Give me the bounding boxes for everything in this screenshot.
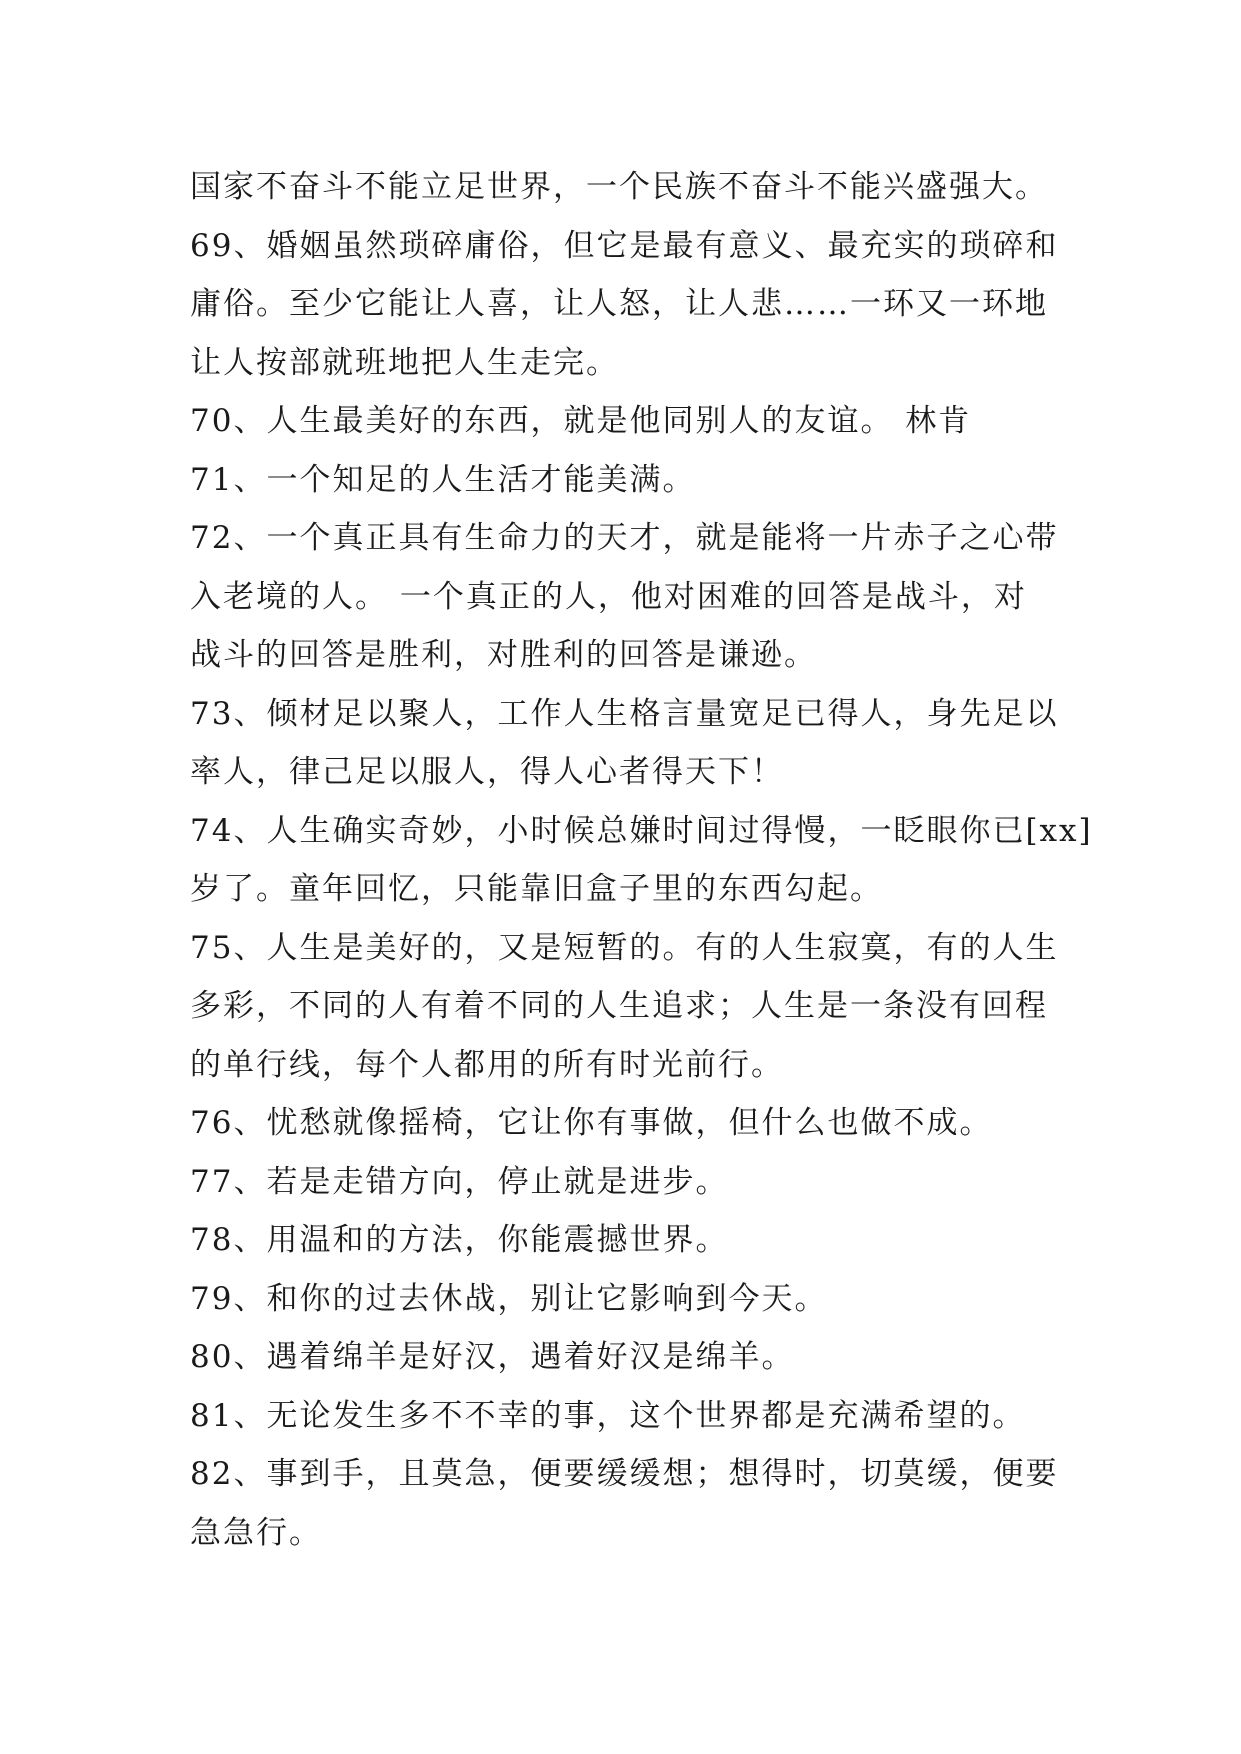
text-line: 78、用温和的方法，你能震撼世界。	[190, 1222, 729, 1258]
text-line: 77、若是走错方向，停止就是进步。	[190, 1163, 729, 1200]
text-line: 80、遇着绵羊是好汉，遇着好汉是绵羊。	[190, 1339, 795, 1375]
text-line: 74、人生确实奇妙，小时候总嫌时间过得慢，一眨眼你已[xx]	[190, 812, 1093, 849]
text-line: 71、一个知足的人生活才能美满。	[190, 461, 696, 498]
text-line: 国家不奋斗不能立足世界，一个民族不奋斗不能兴盛强大。	[190, 169, 1048, 205]
text-line: 岁了。童年回忆，只能靠旧盒子里的东西勾起。	[190, 871, 883, 907]
document-body	[190, 158, 1093, 1562]
text-line: 急急行。	[190, 1514, 322, 1551]
text-line: 庸俗。至少它能让人喜，让人怒，让人悲……一环又一环地	[190, 286, 1048, 322]
text-line: 的单行线，每个人都用的所有时光前行。	[190, 1046, 784, 1083]
text-line: 让人按部就班地把人生走完。	[190, 344, 619, 381]
text-line: 入老境的人。 一个真正的人，他对困难的回答是战斗，对	[190, 578, 1027, 615]
text-line: 69、婚姻虽然琐碎庸俗，但它是最有意义、最充实的琐碎和	[190, 227, 1059, 264]
text-line: 82、事到手，且莫急，便要缓缓想；想得时，切莫缓，便要	[190, 1456, 1059, 1492]
text-line: 率人，律己足以服人，得人心者得天下！	[190, 754, 784, 790]
text-line: 战斗的回答是胜利，对胜利的回答是谦逊。	[190, 637, 817, 673]
text-line: 76、忧愁就像摇椅，它让你有事做，但什么也做不成。	[190, 1105, 993, 1141]
text-line: 75、人生是美好的，又是短暂的。有的人生寂寞，有的人生	[190, 929, 1059, 966]
text-line: 81、无论发生多不不幸的事，这个世界都是充满希望的。	[190, 1397, 1026, 1434]
text-line: 79、和你的过去休战，别让它影响到今天。	[190, 1280, 828, 1317]
text-line: 70、人生最美好的东西，就是他同别人的友谊。 林肯	[190, 403, 972, 439]
text-line: 72、一个真正具有生命力的天才，就是能将一片赤子之心带	[190, 520, 1059, 556]
text-line: 73、倾材足以聚人，工作人生格言量宽足已得人，身先足以	[190, 695, 1059, 732]
text-line: 多彩，不同的人有着不同的人生追求；人生是一条没有回程	[190, 988, 1048, 1024]
